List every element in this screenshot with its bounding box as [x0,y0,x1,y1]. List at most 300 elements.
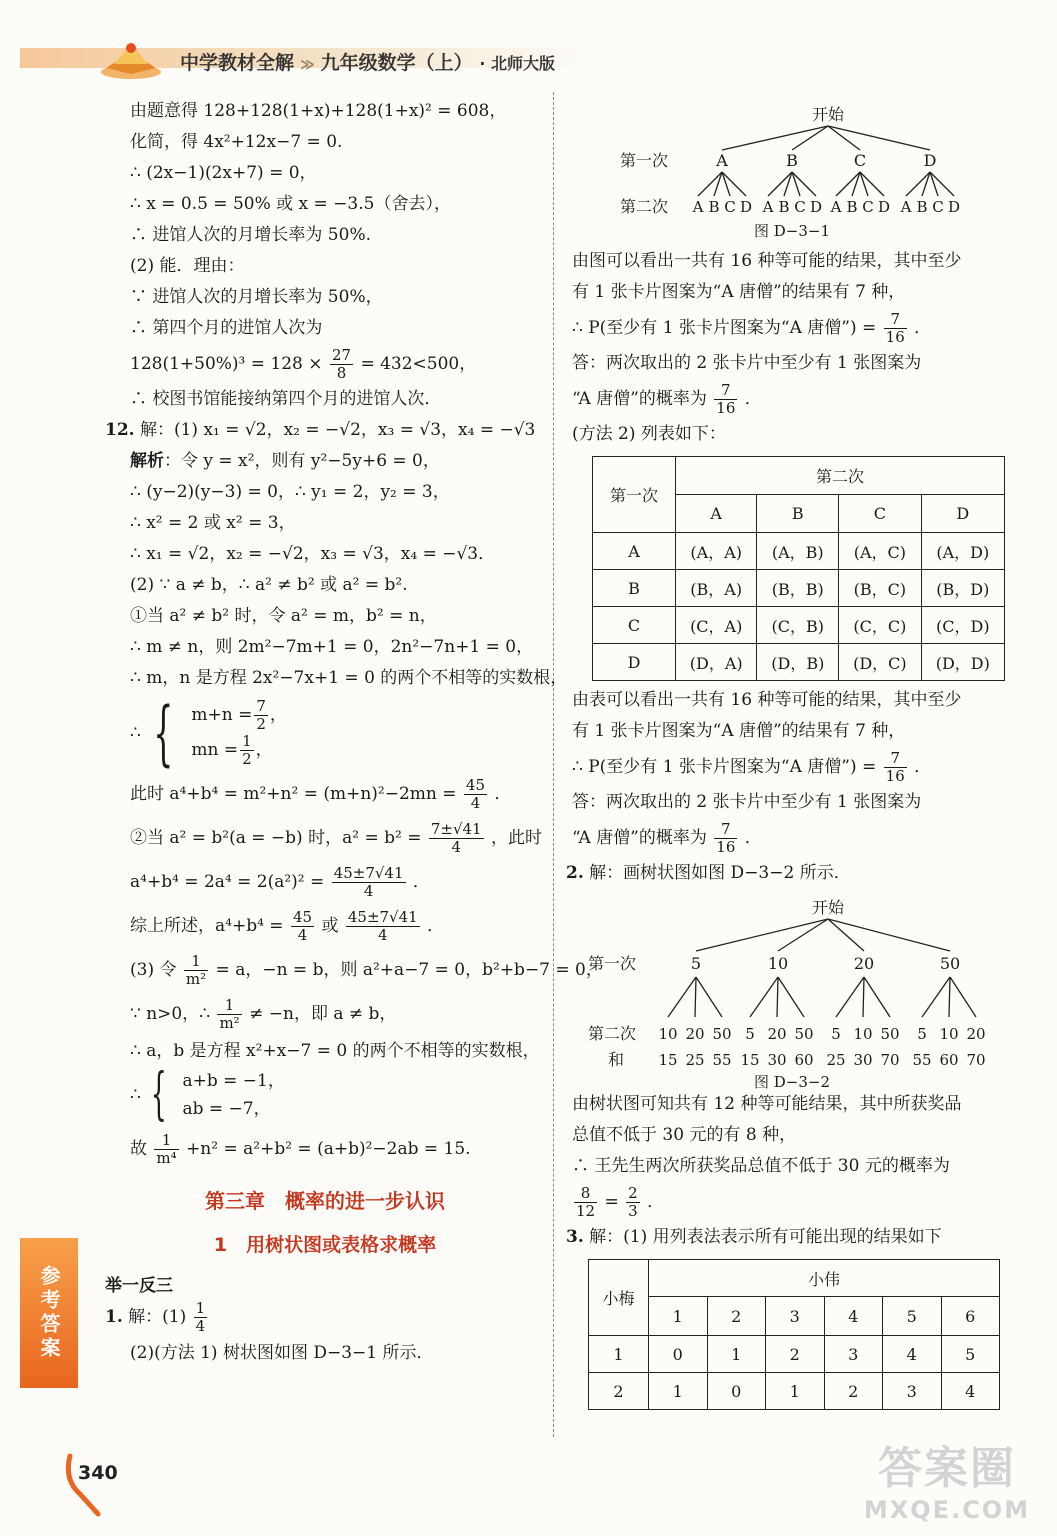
fraction [330,347,353,382]
table-cell: 5 [941,1336,1000,1373]
fraction-den: 2 [242,750,252,768]
text-line: 由树状图可知共有 12 种等可能结果，其中所获奖品 [572,1094,962,1114]
fraction [714,821,737,856]
tree-sum: 15 [658,1051,678,1069]
level-1-label: 第一次 [588,954,637,973]
book-logo-icon [96,34,166,80]
text: ． [914,318,932,338]
text-line: ∴ (y−2)(y−3) = 0，∴ y₁ = 2，y₂ = 3， [130,482,450,502]
fraction-num: 45 [292,908,313,926]
tree-node-level-1: A [716,151,728,170]
fraction [217,997,241,1032]
text-line: 化简，得 4x²+12x−7 = 0. [130,132,343,152]
text-line: 由图可以看出一共有 16 种等可能的结果，其中至少 [572,251,962,271]
tree-arrow [778,977,804,1017]
tree-leaf: A [692,198,704,216]
table-col-header: 4 [824,1297,883,1336]
fraction-den: m² [185,970,207,988]
text: ． [427,916,445,936]
tree-node-level-1: C [853,151,867,170]
tree-leaf: A [900,198,912,216]
tree-leaf: C [724,198,736,216]
tree-leaf: 50 [712,1025,732,1043]
tree-leaf: 50 [794,1025,814,1043]
page-number: 340 [78,1462,118,1484]
table-row-header: 1 [589,1336,649,1373]
tree-diagram-d-3-2 [572,889,1012,1089]
tree-sum: 70 [966,1051,986,1069]
table-row-header: 2 [589,1373,649,1410]
tree-leaf: 10 [939,1025,959,1043]
book-title: 中学教材全解 [180,52,295,74]
question-3-line [566,1222,1017,1253]
fraction [626,1185,640,1220]
tree-node-level-1: 5 [690,954,702,973]
formula-line [572,308,1017,348]
figure-caption: 图 D−3−1 [753,222,831,240]
fraction [332,865,406,900]
fraction-num: 1 [195,1299,206,1317]
text-line: (方法 2) 列表如下： [572,424,726,444]
fraction-den: 4 [451,838,461,856]
fraction-num: 45±7√41 [347,908,418,926]
tree-arrow [864,977,890,1017]
equation-system [130,692,545,774]
table-corner: 小梅 [589,1260,649,1336]
formula-line [572,818,1017,858]
tree-sum: 70 [880,1051,900,1069]
tree-node-level-1: 50 [939,954,961,973]
system-lines [182,1067,284,1123]
text: ：令 y = x²，则有 y²−5y+6 = 0， [164,451,440,471]
formula-line [572,379,1017,419]
tree-arrow [695,977,696,1017]
question-number: 2. [566,863,584,883]
question-12-line [105,415,545,446]
table-row [593,644,1005,681]
text: 解：(1) [128,1307,187,1327]
tree-leaf: 50 [880,1025,900,1043]
outcome-table-1 [592,456,1005,681]
formula-line [572,1182,1017,1222]
table-cell: 2 [824,1373,883,1410]
table-cell: 0 [707,1373,766,1410]
table-col-header: D [921,495,1004,533]
table-cell: 4 [941,1373,1000,1410]
tree-sum: 60 [794,1051,814,1069]
text: 综上所述，a⁴+b⁴ = [130,916,284,936]
analysis-label: 解析 [130,451,164,471]
tree-sum: 60 [939,1051,959,1069]
fraction-den: 2 [256,715,266,733]
table-cell: (B，A) [676,570,757,607]
text-line: 有 1 张卡片图案为“A 唐僧”的结果有 7 种， [572,721,906,741]
text-line: 由题意得 128+128(1+x)+128(1+x)² = 608， [130,101,507,121]
fraction [884,750,907,785]
text-line: ∴ x² = 2 或 x² = 3， [130,513,296,533]
text-line: ∴ a，b 是方程 x²+x−7 = 0 的两个不相等的实数根， [130,1041,540,1061]
chapter-title: 第三章 概率的进一步认识 [205,1189,445,1213]
tree-branch [722,126,828,150]
table-cell: (D，C) [839,644,921,681]
tree-root-label: 开始 [811,105,845,124]
text: 故 [130,1139,147,1159]
page-corner-decoration-icon [62,1450,112,1520]
table-top-header: 小伟 [649,1260,1000,1297]
fraction-num: 1 [242,732,252,750]
text-line: ∴ 校图书馆能接纳第四个月的进馆人次． [130,389,442,409]
table-cell: (B，C) [839,570,921,607]
tree-arrow [922,977,950,1017]
table-row [593,570,1005,607]
question-number: 3. [566,1227,584,1247]
tree-leaf: 20 [966,1025,986,1043]
text: a⁴+b⁴ = 2a⁴ = 2(a²)² = [130,872,325,892]
column-divider [553,92,554,1437]
fraction [291,909,314,944]
text: “A 唐僧”的概率为 [572,389,707,409]
fraction-den: m⁴ [156,1149,177,1167]
subsection-title: 举一反三 [105,1276,173,1296]
text: ， [269,705,287,725]
tree-leaf: A [830,198,842,216]
text-line: ①当 a² ≠ b² 时，令 a² = m，b² = n， [130,606,437,626]
formula-line [105,772,545,816]
tree-arrow [750,977,778,1017]
formula-line [105,816,545,860]
table-cell: (A，C) [839,533,921,570]
table-corner: 第一次 [593,457,676,533]
watermark-text: 答案圈 [878,1443,1016,1494]
text: ②当 a² = b²(a = −b) 时，a² = b² = [130,828,422,848]
tree-leaf: B [708,198,720,216]
text: m+n = [191,705,253,725]
fraction-den: 4 [470,794,481,812]
fraction [194,1300,208,1335]
fraction-den: 16 [716,399,736,417]
tree-node-level-1: 20 [853,954,875,973]
tree-sum: 55 [912,1051,932,1069]
level-2-label: 第二次 [620,197,669,216]
tree-leaf: D [809,198,823,216]
text: ． [744,828,762,848]
text-line: (2) ∵ a ≠ b，∴ a² ≠ b² 或 a² = b². [130,575,408,595]
table-cell: (C，B) [757,607,839,644]
table-cell: 3 [883,1373,942,1410]
table-col-header: 2 [707,1297,766,1336]
table-row-header: C [593,607,676,644]
fraction-num: 1 [217,997,241,1015]
text-line: 由表可以看出一共有 16 种等可能的结果，其中至少 [572,690,962,710]
fraction-num: 2 [628,1184,638,1202]
edition-label: · 北师大版 [479,54,555,73]
text: 解：画树状图如图 D−3−2 所示． [589,863,851,883]
fraction-den: 4 [297,926,308,944]
text: 解：(1) 用列表法表示所有可能出现的结果如下 [589,1227,942,1247]
tree-leaf: C [862,198,874,216]
system-line: a+b = −1， [182,1071,285,1091]
table-cell: (A，A) [676,533,757,570]
table-cell: 4 [883,1336,942,1373]
tree-leaf: 5 [917,1025,927,1043]
fraction-den: 16 [885,767,905,785]
text: mn = [191,740,239,760]
watermark [857,1432,1037,1522]
fraction-den: 16 [716,838,736,856]
fraction-num: 7 [256,697,266,715]
tree-leaf: 20 [767,1025,787,1043]
fraction-den: 8 [336,364,347,382]
tree-leaf: A [762,198,774,216]
figure-caption: 图 D−3−2 [753,1073,831,1089]
text: ， [255,740,273,760]
tree-leaf: B [846,198,858,216]
table-cell: 1 [766,1373,825,1410]
table-row [589,1373,1000,1410]
text: 此时 a⁴+b⁴ = m²+n² = (m+n)²−2mn = [130,784,457,804]
table-cell: (A，B) [757,533,839,570]
header-separator: ≫ [300,57,315,73]
table-top-header: 第二次 [676,457,1005,495]
fraction-num: 45±7√41 [333,864,404,882]
text-line: (2)(方法 1) 树状图如图 D−3−1 所示． [130,1343,434,1363]
text: 解：(1) x₁ = √2，x₂ = −√2，x₃ = √3，x₄ = −√3 [139,420,536,440]
formula-line [105,344,545,384]
equation-system [130,1062,545,1127]
fraction-den: 16 [885,328,905,346]
text: “A 唐僧”的概率为 [572,828,707,848]
fraction-num: 1 [184,953,208,971]
formula-line [105,1127,545,1171]
subject-title: 九年级数学（上） [320,52,473,74]
question-number: 12. [105,420,135,440]
fraction-num: 7 [714,382,737,400]
fraction-num: 27 [331,346,352,364]
table-cell: 0 [649,1336,708,1373]
text-line: ∴ x = 0.5 = 50% 或 x = −3.5（舍去）， [130,194,451,214]
side-tab-answers: 参考答案 [20,1238,78,1388]
table-cell: 3 [824,1336,883,1373]
section-title: 1 用树状图或表格求概率 [213,1234,437,1256]
tree-diagram-d-3-1 [572,96,1012,246]
tree-node-level-1: B [786,151,798,170]
formula-text: = 432<500， [360,354,477,374]
text-line: 答：两次取出的 2 张卡片中至少有 1 张图案为 [572,353,922,373]
table-cell: (C，C) [839,607,921,644]
page-header [0,0,1057,88]
tree-sum: 30 [767,1051,787,1069]
fraction-num: 45 [465,776,486,794]
tree-arrow [950,977,976,1017]
table-row [593,533,1005,570]
formula-line [105,948,603,992]
fraction [346,909,420,944]
formula-line [572,747,1017,787]
text: ． [647,1192,665,1212]
question-number: 1. [105,1307,123,1327]
tree-arrow [777,977,778,1017]
fraction [464,777,487,812]
table-cell: 1 [707,1336,766,1373]
text: ． [744,389,762,409]
table-col-header: 1 [649,1297,708,1336]
tree-branch [778,919,828,951]
fraction-num: 7 [884,311,907,329]
table-row-header: D [593,644,676,681]
fraction-den: 4 [378,926,388,944]
fraction [184,953,208,988]
fraction [254,698,268,733]
text-line [105,446,545,477]
fraction-num: 7 [714,821,737,839]
table-cell: (C，A) [676,607,757,644]
text: ． [412,872,430,892]
formula-text: 128(1+50%)³ = 128 × [130,354,323,374]
text: ． [914,757,932,777]
text-line: ∴ x₁ = √2，x₂ = −√2，x₃ = √3，x₄ = −√3． [130,544,496,564]
text-line: 答：两次取出的 2 张卡片中至少有 1 张图案为 [572,792,922,812]
tree-arrow [863,977,864,1017]
table-cell: (D，A) [676,644,757,681]
tree-leaf: B [778,198,790,216]
fraction-den: 4 [363,882,374,900]
text: ∵ n>0，∴ [130,1004,211,1024]
table-cell: 1 [649,1373,708,1410]
table-col-header: 5 [883,1297,942,1336]
table-row-header: A [593,533,676,570]
formula-line [105,904,545,948]
question-2-line [566,858,1017,889]
brace-symbol: { [153,692,174,774]
watermark-url: MXQE.COM [863,1496,1031,1524]
table-col-header: 3 [766,1297,825,1336]
question-1-line [105,1296,545,1338]
text-line: ∴ 进馆人次的月增长率为 50%. [130,225,371,245]
text: = [604,1192,619,1212]
tree-leaf: 5 [745,1025,755,1043]
text-line: ∴ 王先生两次所获奖品总值不低于 30 元的概率为 [572,1156,950,1176]
text: ∴ P(至少有 1 张卡片图案为“A 唐僧”) = [572,318,877,338]
table-col-header: 6 [941,1297,1000,1336]
tree-leaf: C [794,198,806,216]
level-2-label: 第二次 [588,1024,637,1043]
text-line: 总值不低于 30 元的有 8 种， [572,1125,797,1145]
table-row [589,1336,1000,1373]
tree-branch [696,919,828,951]
text: = a，−n = b，则 a²+a−7 = 0，b²+b−7 = 0， [215,960,603,980]
table-cell: (D，D) [921,644,1004,681]
fraction-den: 12 [576,1202,596,1220]
tree-sum: 55 [712,1051,732,1069]
sum-label: 和 [607,1050,625,1069]
table-row-header: B [593,570,676,607]
table-cell: (C，D) [921,607,1004,644]
fraction [240,733,254,768]
tree-leaf: B [916,198,928,216]
system-line: ab = −7， [182,1099,271,1119]
formula-line [105,992,545,1036]
table-cell: 2 [766,1336,825,1373]
level-1-label: 第一次 [620,151,669,170]
tree-arrow [949,977,950,1017]
tree-sum: 15 [740,1051,760,1069]
tree-leaf: D [739,198,753,216]
fraction-den: 4 [195,1317,206,1335]
table-cell: (B，B) [757,570,839,607]
text-line: ∴ m ≠ n，则 2m²−7m+1 = 0，2n²−7n+1 = 0， [130,637,534,657]
text: (3) 令 [130,960,177,980]
tree-sum: 25 [685,1051,705,1069]
tree-arrow [836,977,864,1017]
text-line: ∴ m，n 是方程 2x²−7x+1 = 0 的两个不相等的实数根， [130,668,568,688]
brace-symbol: { [150,1062,167,1127]
tree-leaf: D [877,198,891,216]
therefore-symbol: ∴ [130,1085,141,1105]
tree-root-label: 开始 [811,898,845,917]
text: +n² = a²+b² = (a+b)²−2ab = 15. [186,1139,471,1159]
fraction [429,821,484,856]
fraction-num: 7 [884,750,907,768]
text: ，此时 [491,828,543,848]
tree-node-level-1: D [923,151,937,170]
text: ． [494,784,512,804]
tree-arrow [668,977,696,1017]
table-cell: (D，B) [757,644,839,681]
system-line [191,698,287,733]
table-col-header: A [676,495,757,533]
text: ≠ −n，即 a ≠ b， [249,1004,397,1024]
tree-leaf: 20 [685,1025,705,1043]
fraction-num: 8 [574,1185,597,1203]
left-column [105,96,603,1369]
text-line: (2) 能．理由： [130,256,245,276]
fraction [714,382,737,417]
tree-node-level-1: 10 [767,954,789,973]
tree-leaf: C [932,198,944,216]
tree-arrow [696,977,722,1017]
fraction [574,1185,597,1220]
tree-leaf: 10 [853,1025,873,1043]
text: ∴ P(至少有 1 张卡片图案为“A 唐僧”) = [572,757,877,777]
tree-sum: 25 [826,1051,846,1069]
tree-leaf: 10 [658,1025,678,1043]
fraction-num: 7±√41 [430,820,482,838]
table-row [593,607,1005,644]
fraction [154,1132,178,1167]
tree-leaf: D [947,198,961,216]
table-col-header: B [757,495,839,533]
text: 或 [321,916,339,936]
outcome-table-2 [588,1259,1000,1410]
formula-line [105,860,545,904]
system-line [191,733,287,768]
tree-sum: 30 [853,1051,873,1069]
system-lines [191,698,287,768]
table-cell: (A，D) [921,533,1004,570]
text-line: ∴ 第四个月的进馆人次为 [130,318,323,338]
text-line: 有 1 张卡片图案为“A 唐僧”的结果有 7 种， [572,282,906,302]
fraction-den: m² [219,1014,240,1032]
therefore-symbol: ∴ [130,723,141,743]
table-col-header: C [839,495,921,533]
fraction-den: 3 [628,1202,638,1220]
text-line: ∴ (2x−1)(2x+7) = 0， [130,163,317,183]
text-line: ∵ 进馆人次的月增长率为 50%， [130,287,383,307]
header-title [180,48,555,75]
table-cell: (B，D) [921,570,1004,607]
tree-leaf: 5 [831,1025,841,1043]
right-column [566,96,1017,1410]
